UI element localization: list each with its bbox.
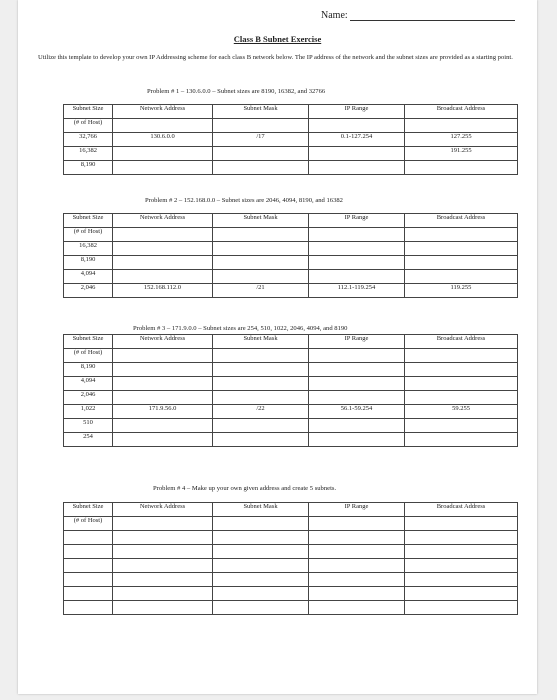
- network-cell[interactable]: [113, 161, 213, 175]
- table-row: [64, 242, 518, 256]
- header-row-sub: [64, 349, 518, 363]
- range-cell[interactable]: [309, 377, 405, 391]
- network-cell[interactable]: [113, 559, 213, 573]
- table-row: [64, 391, 518, 405]
- network-address-header: Network Address: [113, 105, 213, 119]
- mask-cell[interactable]: [213, 256, 309, 270]
- mask-cell[interactable]: [213, 433, 309, 447]
- header-row-sub: [64, 119, 518, 133]
- table-cell[interactable]: [113, 119, 213, 133]
- table-row: [64, 573, 518, 587]
- range-cell[interactable]: [309, 161, 405, 175]
- range-cell[interactable]: [309, 601, 405, 615]
- network-cell[interactable]: 130.6.0.0: [113, 133, 213, 147]
- size-column-subheader: (# of Host): [64, 228, 113, 242]
- size-cell[interactable]: [64, 587, 113, 601]
- size-column-header: Subnet Size: [64, 214, 113, 228]
- table-row: [64, 601, 518, 615]
- table-row: [64, 587, 518, 601]
- problem-3-heading: Problem # 3 – 171.9.0.0 – Subnet sizes are 254, 510, 1022, 2046, 4094, and 8190: [133, 325, 348, 332]
- size-cell[interactable]: 8,190: [64, 363, 113, 377]
- page-title: Class B Subnet Exercise: [233, 34, 322, 44]
- subnet-mask-header: Subnet Mask: [213, 105, 309, 119]
- network-cell[interactable]: [113, 270, 213, 284]
- network-address-header: Network Address: [113, 335, 213, 349]
- name-blank-line[interactable]: [350, 10, 515, 21]
- network-address-header: Network Address: [113, 214, 213, 228]
- broadcast-cell[interactable]: [405, 377, 518, 391]
- network-cell[interactable]: [113, 363, 213, 377]
- range-cell[interactable]: [309, 270, 405, 284]
- problem-3-table: [63, 334, 518, 447]
- table-cell[interactable]: [309, 228, 405, 242]
- size-cell[interactable]: 8,190: [64, 161, 113, 175]
- table-row: [64, 545, 518, 559]
- network-cell[interactable]: 152.168.112.0: [113, 284, 213, 298]
- broadcast-cell[interactable]: [405, 601, 518, 615]
- table-row: [64, 256, 518, 270]
- network-cell[interactable]: [113, 147, 213, 161]
- table-cell[interactable]: [405, 517, 518, 531]
- broadcast-cell[interactable]: [405, 419, 518, 433]
- table-cell[interactable]: [113, 349, 213, 363]
- subnet-mask-header: Subnet Mask: [213, 335, 309, 349]
- mask-cell[interactable]: [213, 391, 309, 405]
- network-cell[interactable]: [113, 433, 213, 447]
- table-cell[interactable]: [113, 228, 213, 242]
- network-cell[interactable]: [113, 391, 213, 405]
- range-cell[interactable]: [309, 363, 405, 377]
- mask-cell[interactable]: [213, 587, 309, 601]
- name-field[interactable]: [321, 10, 515, 21]
- mask-cell[interactable]: /17: [213, 133, 309, 147]
- broadcast-cell[interactable]: [405, 433, 518, 447]
- table-cell[interactable]: [213, 517, 309, 531]
- problem-4-table: [63, 502, 518, 615]
- table-cell[interactable]: [309, 349, 405, 363]
- size-cell[interactable]: 510: [64, 419, 113, 433]
- size-cell[interactable]: 16,382: [64, 147, 113, 161]
- instructions-text: Utilize this template to develop your own IP Addressing scheme for each class B network below. The IP address of the network and the subnet sizes are provided as a starting point.: [38, 54, 513, 61]
- size-cell[interactable]: [64, 531, 113, 545]
- network-cell[interactable]: [113, 601, 213, 615]
- range-cell[interactable]: [309, 419, 405, 433]
- range-cell[interactable]: [309, 545, 405, 559]
- header-row: [64, 503, 518, 517]
- broadcast-cell[interactable]: [405, 531, 518, 545]
- size-cell[interactable]: 32,766: [64, 133, 113, 147]
- size-column-header: Subnet Size: [64, 503, 113, 517]
- broadcast-address-header: Broadcast Address: [405, 214, 518, 228]
- table-cell[interactable]: [405, 349, 518, 363]
- mask-cell[interactable]: [213, 573, 309, 587]
- network-cell[interactable]: [113, 587, 213, 601]
- size-column-subheader: (# of Host): [64, 119, 113, 133]
- table-cell[interactable]: [405, 119, 518, 133]
- size-cell[interactable]: 16,382: [64, 242, 113, 256]
- broadcast-cell[interactable]: [405, 559, 518, 573]
- broadcast-address-header: Broadcast Address: [405, 105, 518, 119]
- mask-cell[interactable]: [213, 545, 309, 559]
- problem-2-table: [63, 213, 518, 298]
- size-cell[interactable]: 8,190: [64, 256, 113, 270]
- table-cell[interactable]: [213, 119, 309, 133]
- network-cell[interactable]: [113, 242, 213, 256]
- broadcast-address-header: Broadcast Address: [405, 335, 518, 349]
- table-cell[interactable]: [213, 228, 309, 242]
- network-address-header: Network Address: [113, 503, 213, 517]
- mask-cell[interactable]: [213, 161, 309, 175]
- size-column-subheader: (# of Host): [64, 349, 113, 363]
- mask-cell[interactable]: [213, 601, 309, 615]
- broadcast-cell[interactable]: 59.255: [405, 405, 518, 419]
- size-column-header: Subnet Size: [64, 335, 113, 349]
- size-cell[interactable]: 4,094: [64, 270, 113, 284]
- subnet-mask-header: Subnet Mask: [213, 503, 309, 517]
- ip-range-header: IP Range: [309, 214, 405, 228]
- mask-cell[interactable]: [213, 242, 309, 256]
- size-cell[interactable]: 1,022: [64, 405, 113, 419]
- range-cell[interactable]: [309, 433, 405, 447]
- broadcast-cell[interactable]: [405, 270, 518, 284]
- table-row: [64, 531, 518, 545]
- network-cell[interactable]: [113, 377, 213, 391]
- range-cell[interactable]: 0.1-127.254: [309, 133, 405, 147]
- broadcast-cell[interactable]: [405, 573, 518, 587]
- table-row: [64, 147, 518, 161]
- range-cell[interactable]: 56.1-59.254: [309, 405, 405, 419]
- mask-cell[interactable]: [213, 419, 309, 433]
- size-cell[interactable]: 2,046: [64, 391, 113, 405]
- size-cell[interactable]: 4,094: [64, 377, 113, 391]
- range-cell[interactable]: [309, 559, 405, 573]
- range-cell[interactable]: [309, 587, 405, 601]
- size-column-header: Subnet Size: [64, 105, 113, 119]
- table-cell[interactable]: [405, 228, 518, 242]
- range-cell[interactable]: 112.1-119.254: [309, 284, 405, 298]
- header-row: [64, 214, 518, 228]
- header-row-sub: [64, 517, 518, 531]
- broadcast-cell[interactable]: [405, 587, 518, 601]
- subnet-mask-header: Subnet Mask: [213, 214, 309, 228]
- table-cell[interactable]: [113, 517, 213, 531]
- mask-cell[interactable]: [213, 531, 309, 545]
- size-column-subheader: (# of Host): [64, 517, 113, 531]
- mask-cell[interactable]: [213, 377, 309, 391]
- table-row: [64, 377, 518, 391]
- range-cell[interactable]: [309, 573, 405, 587]
- broadcast-cell[interactable]: 127.255: [405, 133, 518, 147]
- table-row: [64, 133, 518, 147]
- problem-1-table: [63, 104, 518, 175]
- network-cell[interactable]: [113, 531, 213, 545]
- broadcast-cell[interactable]: [405, 161, 518, 175]
- problem-1-heading: Problem # 1 – 130.6.0.0 – Subnet sizes are 8190, 16382, and 32766: [147, 88, 326, 95]
- broadcast-address-header: Broadcast Address: [405, 503, 518, 517]
- size-cell[interactable]: 254: [64, 433, 113, 447]
- table-row: [64, 270, 518, 284]
- network-cell[interactable]: [113, 419, 213, 433]
- table-row: [64, 161, 518, 175]
- broadcast-cell[interactable]: [405, 256, 518, 270]
- table-cell[interactable]: [309, 517, 405, 531]
- mask-cell[interactable]: [213, 147, 309, 161]
- table-row: [64, 433, 518, 447]
- mask-cell[interactable]: /21: [213, 284, 309, 298]
- header-row: [64, 335, 518, 349]
- size-cell[interactable]: [64, 545, 113, 559]
- mask-cell[interactable]: [213, 559, 309, 573]
- problem-4-heading: Problem # 4 – Make up your own given address and create 5 subnets.: [153, 485, 337, 492]
- worksheet-page: [18, 0, 537, 694]
- table-cell[interactable]: [213, 349, 309, 363]
- network-cell[interactable]: [113, 256, 213, 270]
- table-row: [64, 559, 518, 573]
- table-cell[interactable]: [309, 119, 405, 133]
- problem-2-heading: Problem # 2 – 152.168.0.0 – Subnet sizes are 2046, 4094, 8190, and 16382: [145, 197, 343, 204]
- size-cell[interactable]: [64, 573, 113, 587]
- table-row: [64, 284, 518, 298]
- network-cell[interactable]: [113, 573, 213, 587]
- network-cell[interactable]: 171.9.56.0: [113, 405, 213, 419]
- size-cell[interactable]: [64, 601, 113, 615]
- ip-range-header: IP Range: [309, 335, 405, 349]
- table-row: [64, 419, 518, 433]
- broadcast-cell[interactable]: [405, 363, 518, 377]
- table-row: [64, 363, 518, 377]
- size-cell[interactable]: 2,046: [64, 284, 113, 298]
- range-cell[interactable]: [309, 242, 405, 256]
- broadcast-cell[interactable]: 119.255: [405, 284, 518, 298]
- mask-cell[interactable]: [213, 270, 309, 284]
- broadcast-cell[interactable]: [405, 391, 518, 405]
- table-row: [64, 405, 518, 419]
- broadcast-cell[interactable]: 191.255: [405, 147, 518, 161]
- range-cell[interactable]: [309, 391, 405, 405]
- name-label: Name:: [321, 10, 348, 21]
- ip-range-header: IP Range: [309, 503, 405, 517]
- header-row-sub: [64, 228, 518, 242]
- mask-cell[interactable]: [213, 363, 309, 377]
- range-cell[interactable]: [309, 531, 405, 545]
- header-row: [64, 105, 518, 119]
- size-cell[interactable]: [64, 559, 113, 573]
- range-cell[interactable]: [309, 256, 405, 270]
- network-cell[interactable]: [113, 545, 213, 559]
- ip-range-header: IP Range: [309, 105, 405, 119]
- broadcast-cell[interactable]: [405, 545, 518, 559]
- range-cell[interactable]: [309, 147, 405, 161]
- mask-cell[interactable]: /22: [213, 405, 309, 419]
- broadcast-cell[interactable]: [405, 242, 518, 256]
